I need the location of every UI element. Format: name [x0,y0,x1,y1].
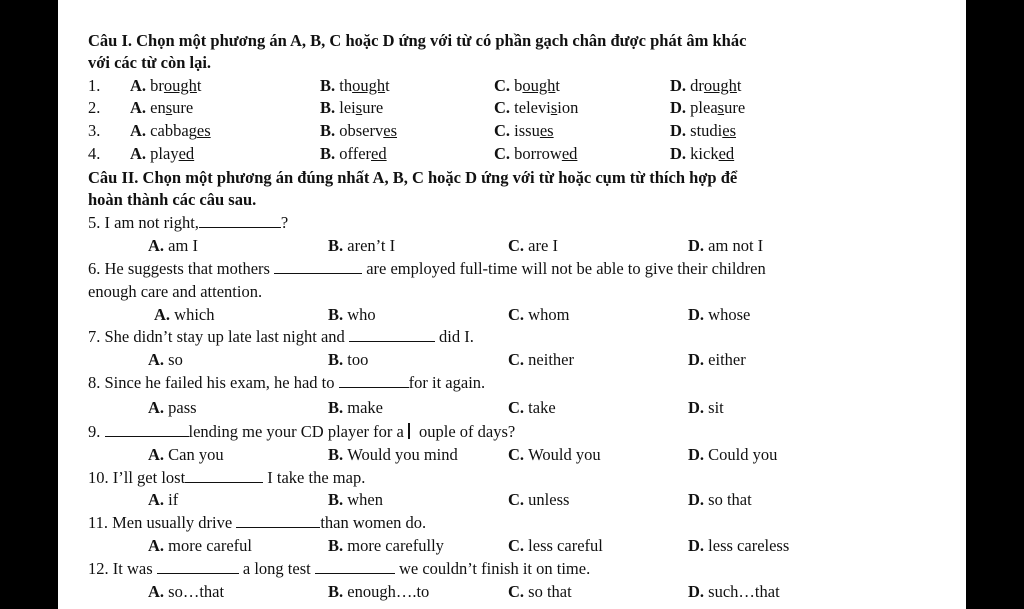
option-letter: A. [130,98,151,117]
q5-option-d[interactable] [688,236,763,256]
option-letter: B. [320,98,340,117]
q7-text-a: 7. She didn’t stay up late last night and [88,327,349,346]
underlined-part: ough [703,76,737,95]
q5-option-a[interactable] [148,236,198,256]
underlined-part: ough [522,76,556,95]
option-text: less careful [528,536,603,555]
q11-text-b: than women do. [320,513,427,532]
q9-text-a: 9. [88,422,105,441]
document-page [58,0,966,609]
question-7-stem [88,327,474,347]
question-10-stem [88,468,365,488]
option-letter: A. [130,76,151,95]
q11-option-b[interactable] [328,536,444,556]
option-text: Would you [528,445,601,464]
option-letter: A. [148,582,169,601]
underlined-part: s [717,98,725,117]
option-text: sit [708,398,724,417]
option-letter: C. [494,144,515,163]
option-text: b [514,76,523,95]
option-letter: A. [148,536,169,555]
q12-text-a: 12. It was [88,559,157,578]
option-letter: A. [148,490,169,509]
q11-blank [236,513,320,528]
q9-text-c: ouple of days? [418,422,516,441]
option-text: too [347,350,369,369]
underlined-part: es [196,121,211,140]
question-6-stem-cont: enough care and attention. [88,282,263,301]
q12-text-b: a long test [238,559,315,578]
q9-option-d[interactable] [688,445,777,465]
underlined-part: s [355,98,363,117]
q3-option-d[interactable] [670,121,736,141]
option-text: t [385,76,390,95]
q8-option-b[interactable] [328,398,383,418]
option-letter: B. [328,582,348,601]
q10-option-b[interactable] [328,490,383,510]
q5-option-c[interactable] [508,236,558,256]
option-text: en [150,98,166,117]
q6-option-b[interactable] [328,305,376,325]
option-letter: D. [670,76,691,95]
question-12-stem [88,559,590,579]
q5-text-a: 5. I am not right, [88,213,199,232]
option-letter: C. [508,350,529,369]
question-11-stem [88,513,426,533]
q12-option-c[interactable] [508,582,572,602]
question-3-number: 3. [88,121,101,140]
option-letter: D. [688,350,709,369]
option-letter: C. [508,398,529,417]
option-letter: A. [148,236,169,255]
option-text: play [150,144,179,163]
q6-text-a: 6. He suggests that mothers [88,259,275,278]
option-letter: A. [130,121,151,140]
option-text: lei [339,98,356,117]
q1-option-c[interactable] [494,76,560,96]
option-text: t [736,76,742,95]
option-letter: A. [154,305,175,324]
option-letter: D. [688,305,709,324]
q7-option-b[interactable] [328,350,368,370]
section1-heading-line1: Câu I. Chọn một phương án A, B, C hoặc D ứng với từ có phần gạch chân được phát âm khác [88,31,747,50]
option-text: take [528,398,556,417]
q9-text-b: lending me your CD player for a [188,422,408,441]
section1-heading-line2: với các từ còn lại. [88,53,212,72]
option-text: neither [528,350,574,369]
option-letter: D. [670,98,691,117]
q4-option-d[interactable] [670,144,734,164]
q10-text-a: 10. I’ll get lost [88,468,186,487]
option-text: enough….to [347,582,430,601]
option-letter: D. [670,121,691,140]
q2-option-c[interactable] [494,98,578,118]
option-text: who [347,305,376,324]
option-text: aren’t I [347,236,396,255]
option-letter: C. [508,582,529,601]
option-letter: C. [494,98,515,117]
underlined-part: ed [178,144,195,163]
q10-blank [185,468,263,483]
q6-option-d[interactable] [688,305,750,325]
q10-option-d[interactable] [688,490,752,510]
q3-option-c[interactable] [494,121,554,141]
q10-option-c[interactable] [508,490,569,510]
option-letter: B. [320,144,340,163]
option-text: studi [690,121,723,140]
option-text: if [168,490,179,509]
question-1-number: 1. [88,76,101,95]
option-text: t [555,76,561,95]
q9-option-b[interactable] [328,445,458,465]
question-2-number: 2. [88,98,101,117]
option-text: plea [690,98,718,117]
option-letter: C. [508,536,529,555]
q6-option-c[interactable] [508,305,569,325]
q12-blank-1 [157,559,239,574]
q1-option-d[interactable] [670,76,742,96]
q3-option-b[interactable] [320,121,397,141]
q9-blank [105,422,189,437]
option-letter: A. [148,398,169,417]
text-cursor-icon [408,423,419,439]
option-text: make [347,398,383,417]
q1-option-b[interactable] [320,76,390,96]
q7-text-b: did I. [434,327,474,346]
option-text: when [347,490,384,509]
option-text: am I [168,236,198,255]
q12-option-a[interactable] [148,582,224,602]
option-text: so that [528,582,572,601]
option-text: whom [528,305,570,324]
q11-text-a: 11. Men usually drive [88,513,237,532]
option-letter: C. [494,121,515,140]
option-letter: D. [688,536,709,555]
option-text: Could you [708,445,778,464]
underlined-part: s [165,98,173,117]
option-letter: D. [688,236,709,255]
q5-text-b: ? [280,213,289,232]
option-letter: C. [508,236,529,255]
q7-option-d[interactable] [688,350,746,370]
option-text: ion [557,98,579,117]
underlined-part: es [722,121,737,140]
q1-option-a[interactable] [130,76,202,96]
q4-option-b[interactable] [320,144,387,164]
option-text: observ [339,121,384,140]
q5-blank [199,213,281,228]
option-text: so [168,350,183,369]
q7-option-c[interactable] [508,350,574,370]
option-text: are I [528,236,558,255]
q12-text-c: we couldn’t finish it on time. [394,559,591,578]
option-letter: B. [328,236,348,255]
option-text: less careless [708,536,790,555]
option-letter: C. [508,305,529,324]
option-letter: A. [148,350,169,369]
option-letter: B. [320,76,340,95]
option-text: unless [528,490,570,509]
q8-option-c[interactable] [508,398,556,418]
option-letter: A. [130,144,151,163]
option-letter: C. [494,76,515,95]
option-text: pass [168,398,197,417]
option-text: dr [690,76,704,95]
q8-option-d[interactable] [688,398,724,418]
option-text: cabbag [150,121,197,140]
q6-option-a[interactable] [154,305,215,325]
q2-option-a[interactable] [130,98,193,118]
option-text: t [196,76,202,95]
option-letter: B. [328,445,348,464]
option-letter: A. [148,445,169,464]
question-8-stem [88,373,485,393]
question-9-stem [88,422,515,442]
q3-option-a[interactable] [130,121,211,141]
option-text: more carefully [347,536,444,555]
q8-text-b: for it again. [408,373,486,392]
q7-option-a[interactable] [148,350,183,370]
option-letter: D. [688,398,709,417]
option-text: offer [339,144,372,163]
option-text: issu [514,121,540,140]
q8-text-a: 8. Since he failed his exam, he had to [88,373,339,392]
option-text: such…that [708,582,780,601]
option-text: ure [724,98,746,117]
q7-blank [349,327,435,342]
q8-blank [339,373,409,388]
option-letter: D. [688,582,709,601]
option-letter: B. [320,121,340,140]
q11-option-d[interactable] [688,536,789,556]
q12-blank-2 [315,559,395,574]
option-text: more careful [168,536,252,555]
option-text: br [150,76,164,95]
option-text: which [174,305,215,324]
option-text: borrow [514,144,562,163]
q10-option-a[interactable] [148,490,178,510]
option-text: Would you mind [347,445,458,464]
option-letter: B. [328,350,348,369]
option-text: either [708,350,746,369]
underlined-part: ed [718,144,735,163]
option-letter: B. [328,536,348,555]
question-4-number: 4. [88,144,101,163]
q12-option-b[interactable] [328,582,429,602]
underlined-part: es [383,121,398,140]
q11-option-c[interactable] [508,536,603,556]
underlined-part: ed [371,144,387,163]
option-text: so…that [168,582,225,601]
underlined-part: ed [561,144,578,163]
question-6-stem [88,259,766,279]
q6-text-b: are employed full-time will not be able to give their children [362,259,766,278]
option-text: ure [172,98,194,117]
q9-option-a[interactable] [148,445,224,465]
option-text: ure [362,98,384,117]
underlined-part: ough [352,76,386,95]
q4-option-c[interactable] [494,144,577,164]
underlined-part: s [550,98,558,117]
q9-option-c[interactable] [508,445,601,465]
section2-heading-line2: hoàn thành các câu sau. [88,190,257,209]
q4-option-a[interactable] [130,144,194,164]
option-text: televi [514,98,551,117]
q2-option-d[interactable] [670,98,745,118]
option-letter: D. [688,445,709,464]
option-text: whose [708,305,751,324]
option-letter: C. [508,445,529,464]
option-letter: B. [328,490,348,509]
option-letter: B. [328,398,348,417]
q12-option-d[interactable] [688,582,780,602]
option-text: kick [690,144,719,163]
underlined-part: ough [163,76,197,95]
option-text: so that [708,490,752,509]
q8-option-a[interactable] [148,398,197,418]
q11-option-a[interactable] [148,536,252,556]
q5-option-b[interactable] [328,236,395,256]
option-letter: B. [328,305,348,324]
option-text: Can you [168,445,224,464]
option-text: am not I [708,236,764,255]
q10-text-b: I take the map. [263,468,366,487]
q6-blank [274,259,362,274]
q2-option-b[interactable] [320,98,383,118]
option-letter: D. [688,490,709,509]
underlined-part: es [539,121,554,140]
section2-heading-line1: Câu II. Chọn một phương án đúng nhất A, B, C hoặc D ứng với từ hoặc cụm từ thích hợp để [88,168,738,187]
question-5-stem [88,213,288,233]
option-letter: C. [508,490,529,509]
option-letter: D. [670,144,691,163]
option-text: th [339,76,353,95]
